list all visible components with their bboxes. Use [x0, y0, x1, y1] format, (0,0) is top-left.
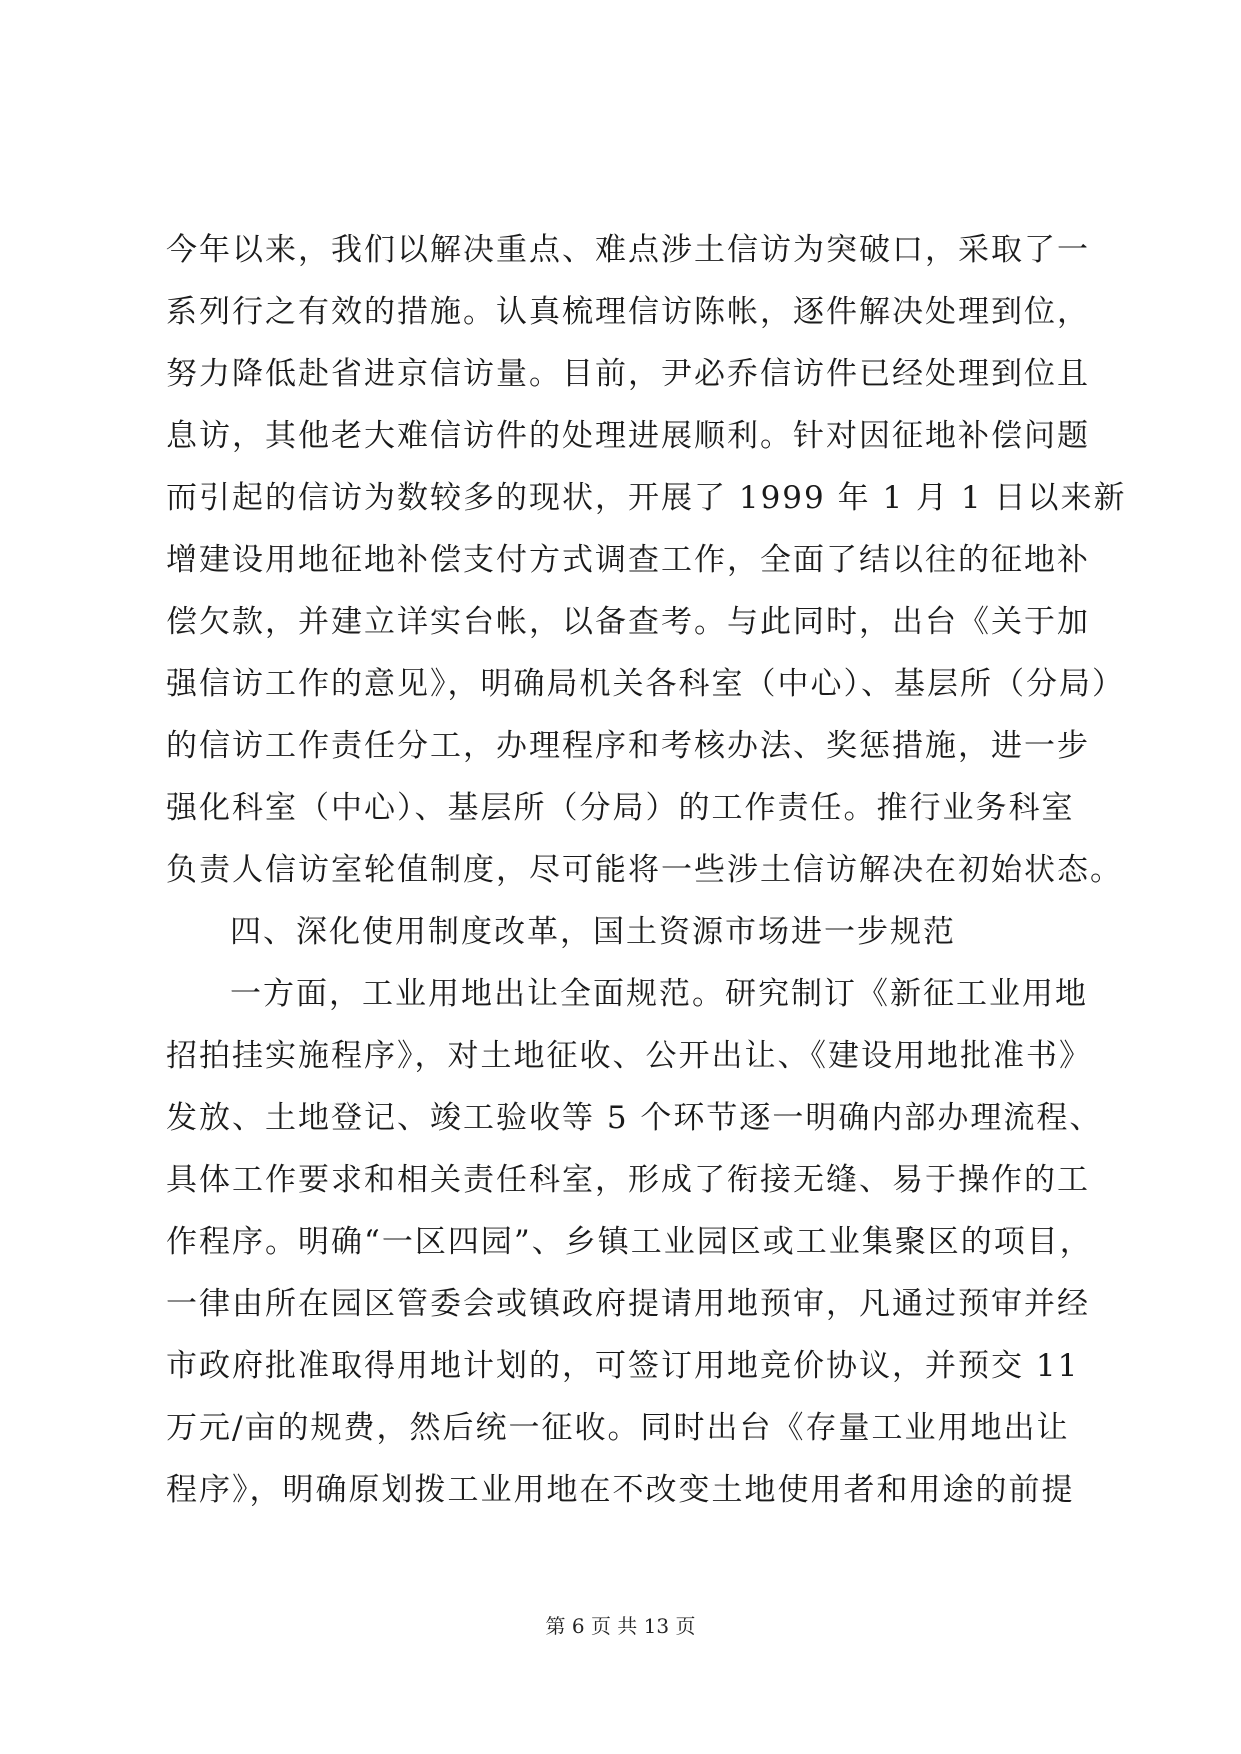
- text-line: 系列行之有效的措施。认真梳理信访陈帐，逐件解决处理到位，: [166, 294, 1090, 330]
- section-heading: 四、深化使用制度改革，国土资源市场进一步规范: [230, 914, 956, 950]
- text-line: 偿欠款，并建立详实台帐，以备查考。与此同时，出台《关于加: [166, 604, 1090, 640]
- text-line: 负责人信访室轮值制度，尽可能将一些涉土信访解决在初始状态。: [166, 852, 1123, 888]
- text-line: 程序》，明确原划拨工业用地在不改变土地使用者和用途的前提: [166, 1472, 1075, 1508]
- text-line: 一律由所在园区管委会或镇政府提请用地预审，凡通过预审并经: [166, 1286, 1090, 1322]
- text-line: 招拍挂实施程序》，对土地征收、公开出让、《建设用地批准书》: [166, 1038, 1092, 1074]
- text-line: 而引起的信访为数较多的现状，开展了 1999 年 1 月 1 日以来新: [166, 480, 1127, 516]
- text-line: 强信访工作的意见》，明确局机关各科室（中心）、基层所（分局）: [166, 666, 1125, 702]
- text-line: 努力降低赴省进京信访量。目前，尹必乔信访件已经处理到位且: [166, 356, 1090, 392]
- text-line: 增建设用地征地补偿支付方式调查工作，全面了结以往的征地补: [166, 542, 1090, 578]
- text-line: 一方面，工业用地出让全面规范。研究制订《新征工业用地: [230, 976, 1088, 1012]
- text-line: 息访，其他老大难信访件的处理进展顺利。针对因征地补偿问题: [166, 418, 1090, 454]
- text-line: 具体工作要求和相关责任科室，形成了衔接无缝、易于操作的工: [166, 1162, 1090, 1198]
- text-line: 作程序。明确“一区四园”、乡镇工业园区或工业集聚区的项目，: [166, 1224, 1093, 1260]
- page-number-footer: 第 6 页 共 13 页: [545, 1614, 696, 1638]
- text-line: 发放、土地登记、竣工验收等 5 个环节逐一明确内部办理流程、: [166, 1100, 1103, 1136]
- text-line: 今年以来，我们以解决重点、难点涉土信访为突破口，采取了一: [166, 232, 1090, 268]
- text-line: 万元/亩的规费，然后统一征收。同时出台《存量工业用地出让: [166, 1410, 1070, 1446]
- text-line: 市政府批准取得用地计划的，可签订用地竞价协议，并预交 11: [166, 1348, 1080, 1384]
- text-line: 的信访工作责任分工，办理程序和考核办法、奖惩措施，进一步: [166, 728, 1090, 764]
- text-line: 强化科室（中心）、基层所（分局）的工作责任。推行业务科室: [166, 790, 1075, 826]
